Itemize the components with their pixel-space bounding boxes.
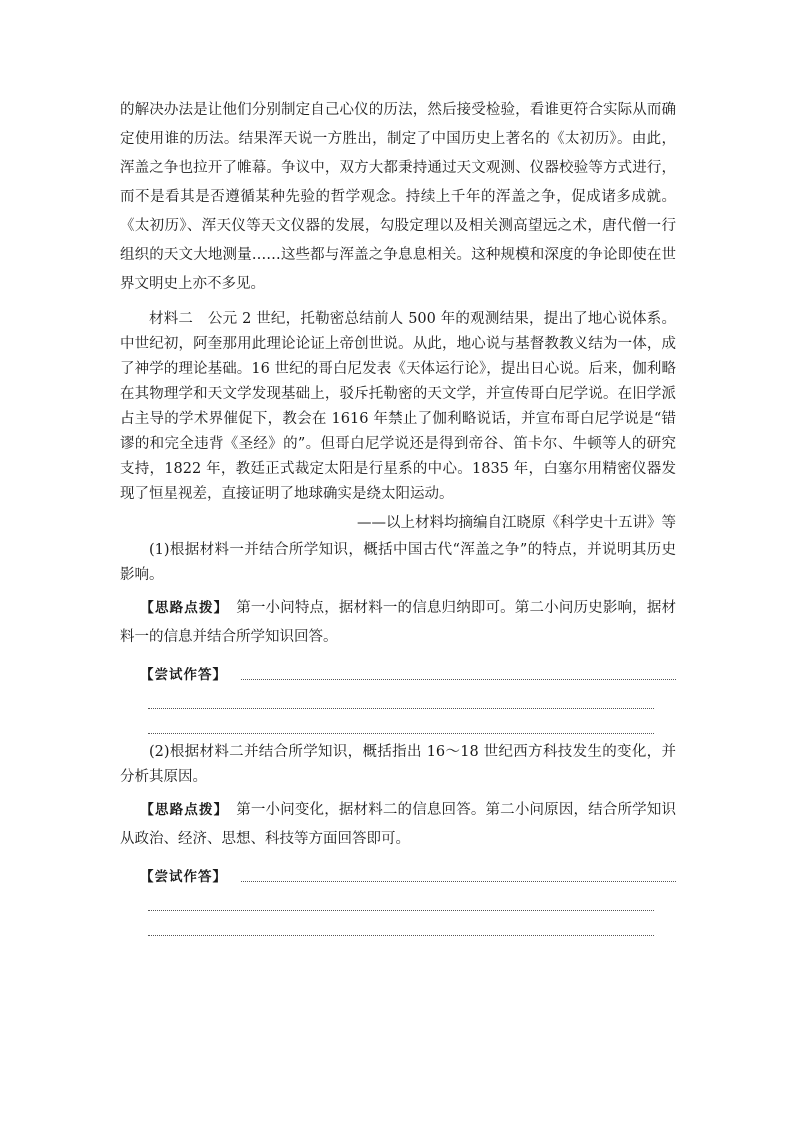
answer-line[interactable] [148,709,654,734]
question-1-hint-label: 【思路点拨】 [140,600,222,616]
answer-line[interactable] [148,886,654,911]
document-page [120,96,676,936]
question-2-hint [120,796,676,854]
question-1-hint-text: 第一小问特点，据材料一的信息归纳即可。第二小问历史影响，据材料一的信息并结合所学知识回答。 [120,600,677,645]
question-2-hint-text: 第一小问变化，据材料二的信息回答。第二小问原因，结合所学知识从政治、经济、思想、科技等方面回答即可。 [120,802,677,847]
question-1-prompt: (1)根据材料一并结合所学知识，概括中国古代“浑盖之争”的特点，并说明其历史影响。 [120,542,676,583]
question-2-answer-label: 【尝试作答】 [140,869,227,885]
question-2-answer-area[interactable] [120,862,676,936]
answer-line[interactable] [241,880,676,882]
question-1-answer-label: 【尝试作答】 [140,667,227,683]
answer-line[interactable] [148,911,654,936]
question-1-hint [120,594,676,652]
source-note: ——以上材料均摘编自江晓原《科学史十五讲》等 [357,515,676,531]
answer-line[interactable] [241,678,676,680]
answer-line[interactable] [148,684,654,709]
question-2-prompt: (2)根据材料二并结合所学知识，概括指出 16～18 世纪西方科技发生的变化，并分析其原因。 [120,744,676,785]
question-1-answer-area[interactable] [120,660,676,734]
material-one-continued: 的解决办法是让他们分别制定自己心仪的历法，然后接受检验，看谁更符合实际从而确定使用谁的历法。结果浑天说一方胜出，制定了中国历史上著名的《太初历》。由此，浑盖之争也拉开了帷幕。争议中，双方大都秉持通过天文观测、仪器校验等方式进行，而不是看其是否遵循某种先验的哲学观念。持续上千年的浑盖之争，促成诸多成就。《太初历》、浑天仪等天文仪器的发展，勾股定理以及相关测高望远之术，唐代僧一行组织的天文大地测量……这些都与浑盖之争息息相关。这种规模和深度的争论即使在世界文明史上亦不多见。 [120,102,676,292]
material-two: 材料二 公元 2 世纪，托勒密总结前人 500 年的观测结果，提出了地心说体系。中世纪初，阿奎那用此理论论证上帝创世说。从此，地心说与基督教教义结为一体，成了神学的理论基础。16 世纪的哥白尼发表《天体运行论》，提出日心说。后来，伽利略在其物理学和天文学发现基础上，驳斥托勒密的天文学，并宣传哥白尼学说。在旧学派占主导的学术界催促下，教会在 1616 年禁止了伽利略说话，并宣布哥白尼学说是“错谬的和完全违背《圣经》的”。但哥白尼学说还是得到帝谷、笛卡尔、牛顿等人的研究支持，1822 年，教廷正式裁定太阳是行星系的中心。1835 年，白塞尔用精密仪器发现了恒星视差，直接证明了地球确实是绕太阳运动。 [120,311,676,502]
question-2-hint-label: 【思路点拨】 [140,802,222,818]
